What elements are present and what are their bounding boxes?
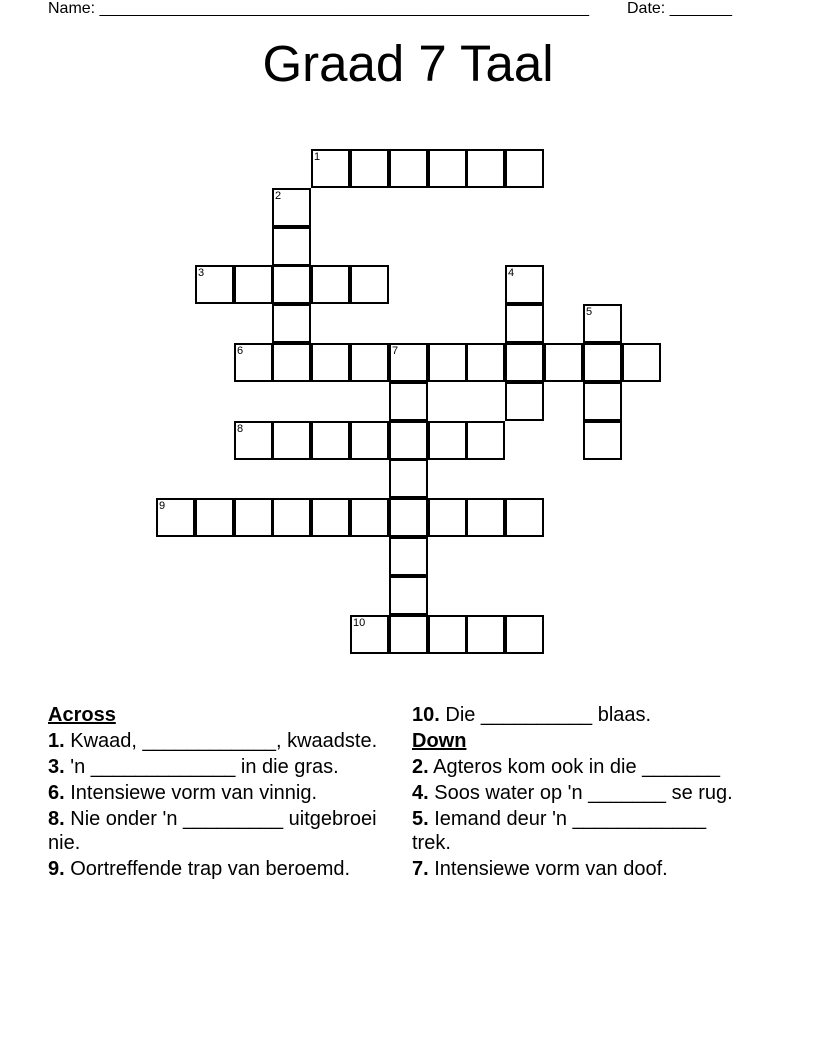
clue-number-label: 5. [412, 808, 429, 830]
clue-text: Die __________ blaas. [439, 704, 652, 726]
grid-cell[interactable] [389, 615, 428, 654]
grid-cell[interactable] [466, 615, 505, 654]
grid-cell[interactable] [428, 615, 467, 654]
clue-number: 7 [392, 345, 399, 357]
grid-cell[interactable] [583, 421, 622, 460]
grid-cell[interactable] [505, 382, 544, 421]
grid-cell[interactable] [505, 304, 544, 343]
clue-item [412, 857, 742, 881]
clue-number: 10 [353, 617, 366, 629]
grid-cell[interactable] [272, 498, 311, 537]
grid-cell[interactable] [156, 498, 195, 537]
grid-cell[interactable] [505, 343, 544, 382]
grid-cell[interactable] [272, 343, 311, 382]
grid-cell[interactable] [311, 265, 350, 304]
clue-number: 9 [159, 500, 166, 512]
clue-heading: Across [48, 704, 116, 726]
clue-number-label: 3. [48, 756, 65, 778]
grid-cell[interactable] [466, 498, 505, 537]
clue-number-label: 4. [412, 782, 429, 804]
clue-number: 2 [275, 190, 282, 202]
clue-number-label: 6. [48, 782, 65, 804]
grid-cell[interactable] [272, 227, 311, 266]
grid-cell[interactable] [234, 421, 273, 460]
clue-text: Soos water op 'n _______ se rug. [428, 782, 733, 804]
clue-item [48, 729, 378, 753]
grid-cell[interactable] [389, 421, 428, 460]
clue-text: Intensiewe vorm van doof. [428, 858, 668, 880]
clue-item [412, 703, 742, 727]
grid-cell[interactable] [389, 459, 428, 498]
grid-cell[interactable] [505, 149, 544, 188]
grid-cell[interactable] [389, 343, 428, 382]
grid-cell[interactable] [583, 343, 622, 382]
clue-item [48, 807, 378, 855]
clue-number: 5 [586, 306, 593, 318]
grid-cell[interactable] [389, 576, 428, 615]
grid-cell[interactable] [428, 421, 467, 460]
grid-cell[interactable] [505, 265, 544, 304]
clue-text: 'n _____________ in die gras. [64, 756, 339, 778]
grid-cell[interactable] [272, 304, 311, 343]
grid-cell[interactable] [544, 343, 583, 382]
clue-number: 1 [314, 151, 321, 163]
clue-number-label: 2. [412, 756, 429, 778]
clue-number-label: 9. [48, 858, 65, 880]
grid-cell[interactable] [428, 498, 467, 537]
clue-item [48, 755, 378, 779]
clue-number-label: 7. [412, 858, 429, 880]
grid-cell[interactable] [428, 149, 467, 188]
grid-cell[interactable] [311, 498, 350, 537]
clue-number-label: 8. [48, 808, 65, 830]
clue-text: Agteros kom ook in die _______ [428, 756, 720, 778]
grid-cell[interactable] [234, 343, 273, 382]
clue-number: 4 [508, 267, 515, 279]
grid-cell[interactable] [195, 265, 234, 304]
clue-number: 3 [198, 267, 205, 279]
grid-cell[interactable] [428, 343, 467, 382]
grid-cell[interactable] [350, 498, 389, 537]
clues-column-left [48, 703, 378, 883]
grid-cell[interactable] [311, 149, 350, 188]
grid-cell[interactable] [466, 343, 505, 382]
clue-text: Nie onder 'n _________ uitgebroei nie. [48, 808, 377, 854]
grid-cell[interactable] [622, 343, 661, 382]
grid-cell[interactable] [272, 421, 311, 460]
clue-text: Iemand deur 'n ____________ trek. [412, 808, 707, 854]
clue-text: Kwaad, ____________, kwaadste. [64, 730, 378, 752]
clue-number-label: 10. [412, 704, 440, 726]
grid-cell[interactable] [234, 265, 273, 304]
grid-cell[interactable] [583, 304, 622, 343]
clue-heading: Down [412, 730, 467, 752]
grid-cell[interactable] [389, 498, 428, 537]
clue-number: 6 [237, 345, 244, 357]
grid-cell[interactable] [195, 498, 234, 537]
page-title: Graad 7 Taal [262, 35, 554, 92]
grid-cell[interactable] [505, 615, 544, 654]
grid-cell[interactable] [350, 421, 389, 460]
grid-cell[interactable] [350, 343, 389, 382]
date-field-line: Date: _______ [627, 0, 732, 17]
grid-cell[interactable] [583, 382, 622, 421]
clue-number-label: 1. [48, 730, 65, 752]
grid-cell[interactable] [505, 498, 544, 537]
grid-cell[interactable] [311, 343, 350, 382]
grid-cell[interactable] [389, 382, 428, 421]
clue-text: Oortreffende trap van beroemd. [64, 858, 351, 880]
clue-number: 8 [237, 423, 244, 435]
clue-item [412, 807, 742, 855]
clues-column-right [412, 703, 742, 883]
grid-cell[interactable] [234, 498, 273, 537]
grid-cell[interactable] [389, 537, 428, 576]
grid-cell[interactable] [311, 421, 350, 460]
clue-text: Intensiewe vorm van vinnig. [64, 782, 318, 804]
grid-cell[interactable] [466, 421, 505, 460]
grid-cell[interactable] [350, 149, 389, 188]
name-field-line: Name: _______________________________________________________ [48, 0, 589, 17]
grid-cell[interactable] [272, 188, 311, 227]
grid-cell[interactable] [350, 615, 389, 654]
clue-item [412, 781, 742, 805]
grid-cell[interactable] [272, 265, 311, 304]
grid-cell[interactable] [466, 149, 505, 188]
grid-cell[interactable] [350, 265, 389, 304]
clue-item [412, 755, 742, 779]
grid-cell[interactable] [389, 149, 428, 188]
clue-item [48, 781, 378, 805]
clue-item [48, 857, 378, 881]
